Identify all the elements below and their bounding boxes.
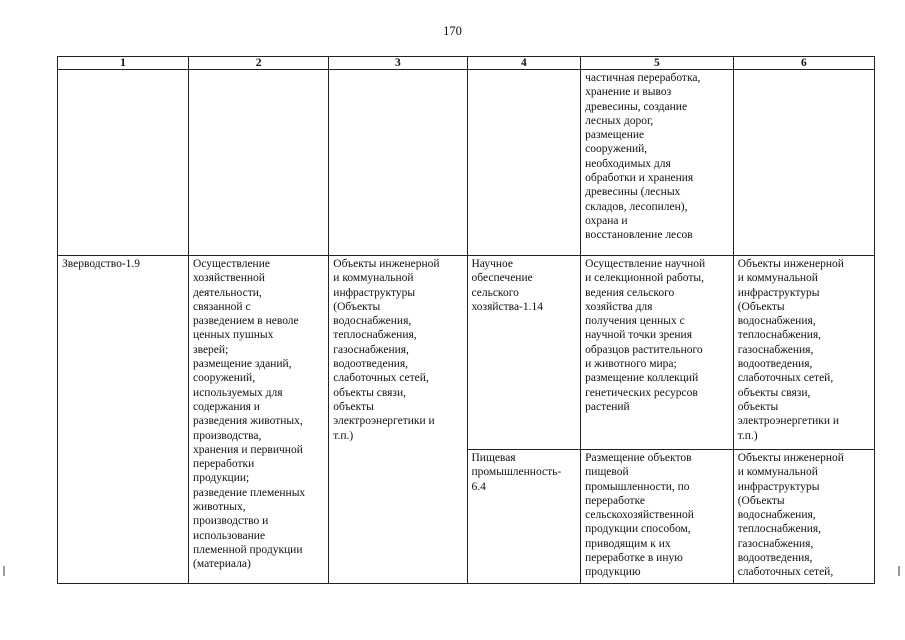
table-cell: [467, 70, 581, 256]
table-cell: [467, 450, 581, 584]
table-cell: [733, 256, 874, 450]
table-cell: [329, 70, 467, 256]
conditional-auxiliary-objects: Объекты инженерной и коммунальной инфраструктуры (Объекты водоснабжения, теплоснабжения, газоснабжения, водоотведения, слаботочных сетей,: [737, 452, 844, 579]
conditional-use-description: Осуществление научной и селекционной работы, ведения сельского хозяйства для получения ценных с научной точки зрения образцов растительного и животного мира; размещение коллекций генетических ресурсов растений: [585, 258, 706, 413]
page-number: 170: [443, 24, 462, 38]
table-cell: [733, 450, 874, 584]
table-cell: [581, 256, 734, 450]
table-cell: [329, 256, 467, 584]
auxiliary-objects: Объекты инженерной и коммунальной инфраструктуры (Объекты водоснабжения, теплоснабжения, газоснабжения, водоотведения, слаботочных сетей, объекты связи, объекты электроэнергетики и т.п.): [333, 258, 440, 442]
land-use-table: [57, 56, 875, 584]
table-cell: [189, 256, 329, 584]
header-row: [58, 57, 875, 70]
column-header-1: 1: [58, 57, 189, 70]
column-header-4: 4: [467, 57, 581, 70]
table-cell: [189, 70, 329, 256]
table-cell: [581, 450, 734, 584]
conditional-use-type: Пищевая промышленность- 6.4: [471, 452, 562, 493]
continued-activity-description: частичная переработка, хранение и вывоз древесины, создание лесных дорог, размещение сооружений, необходимых для обработки и хранения древесины (лесных складов, лесопилен), охрана и восстановление лесов: [585, 72, 701, 242]
table-cell: [467, 256, 581, 450]
land-use-type: Зверводство-1.9: [62, 258, 141, 270]
conditional-use-type: Научное обеспечение сельского хозяйства-1.14: [471, 258, 544, 313]
column-header-6: 6: [733, 57, 874, 70]
conditional-use-description: Размещение объектов пищевой промышленности, по переработке сельскохозяйственной продукции способом, приводящим к их переработке в иную продукцию: [585, 452, 694, 579]
table-cell: [58, 70, 189, 256]
column-header-3: 3: [329, 57, 467, 70]
table-cell: [733, 70, 874, 256]
scan-mark-left: [3, 566, 5, 576]
column-header-2: 2: [189, 57, 329, 70]
table-row-zverovodstvo: [58, 256, 875, 450]
scan-mark-right: [898, 566, 900, 576]
column-header-5: 5: [581, 57, 734, 70]
table-row-continued: [58, 70, 875, 256]
table-cell: [58, 256, 189, 584]
land-use-description: Осуществление хозяйственной деятельности, связанной с разведением в неволе ценных пушных зверей; размещение зданий, сооружений, используемых для содержания и разведения животных, производства, хранения и первичной переработки продукции; разведение племенных животных, производство и использование племенной продукции (материала): [193, 258, 306, 571]
conditional-auxiliary-objects: Объекты инженерной и коммунальной инфраструктуры (Объекты водоснабжения, теплоснабжения, газоснабжения, водоотведения, слаботочных сетей, объекты связи, объекты электроэнергетики и т.п.): [737, 258, 844, 442]
table-cell: [581, 70, 734, 256]
